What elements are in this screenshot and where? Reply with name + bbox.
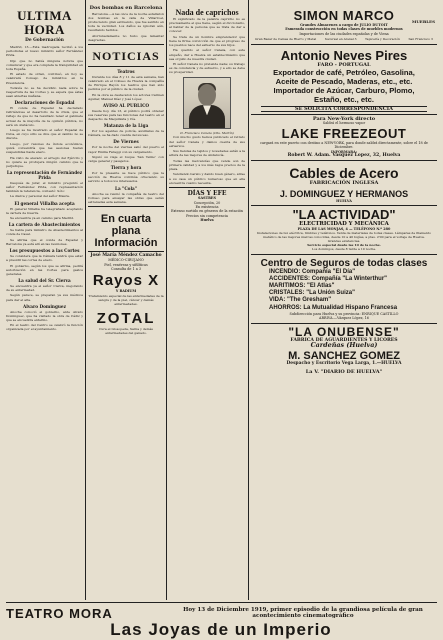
paragraph: El general Villalba ha telegrafiado aceptando la cartera de Guerra.	[6, 206, 83, 215]
seguros-list	[251, 269, 437, 312]
paragraph: Se trata de un hombre emprendedor que tiene la firme convicción de que el progreso de los pueblos nace del esfuerzo de sus hijos.	[169, 34, 245, 47]
seguro-company: "El Atlas"	[307, 282, 335, 289]
cables-subtitle: FABRICACIÓN INGLESA	[309, 180, 379, 187]
seguro-kind: AHORROS:	[269, 304, 302, 311]
section-heading: AVISO AL PUBLICO	[102, 103, 150, 108]
actividad-para: Los domingos, desde 8 tarde a 10 noche.	[311, 247, 377, 252]
simon-line: Grandes Almacenes a cargo de JULIO DUTOIT	[300, 23, 388, 27]
medico-title: MÉDICO-CIRUJANO	[108, 258, 144, 263]
section-heading: Teatros	[117, 69, 135, 75]
antonio-line: Importador de Azúcar, Carburo, Plomo,	[273, 85, 415, 95]
simon-marco-ad	[251, 9, 437, 42]
paragraph: Por los agentes de policía, auxiliares de la Cámara, se ha dado cuenta del suceso.	[88, 129, 164, 138]
ultima-hora-subtitle: De Gobernación	[25, 38, 64, 43]
noticias-title: NOTICIAS	[92, 49, 160, 64]
sastres-line: Precios sin competencia	[186, 213, 228, 218]
column-nada-de-caprichos	[169, 0, 245, 600]
section-heading: La cartera de Abastecimientos	[8, 222, 81, 228]
paragraph: En el teatro del Centro se celebró la función organizada por el ayuntamiento.	[6, 323, 83, 332]
divider	[88, 251, 164, 252]
dominguez-title: J. DOMINGUEZ Y HERMANOS	[279, 188, 409, 199]
section-body	[88, 145, 164, 163]
lake-line: cargará en este puerto con destino a NEW-YORK, para donde saldrá directamente, sobre el 18 de Diciembre.	[260, 140, 428, 150]
ultima-hora-body	[6, 45, 83, 98]
seguros-foot: ARRIVA.—Vázquez López, 16	[319, 316, 369, 321]
divider	[88, 66, 164, 67]
seguro-company: "La Unión Suiza"	[306, 290, 355, 297]
paragraph: Se encuentra ya en camino para Madrid.	[10, 216, 75, 221]
photo-caption: D. Francisco Canela (Clis. Martín)	[180, 131, 234, 136]
teatro-info: Hoy 13 de Diciembre 1919, primer episodio de la grandiosa película de gran acontecimiento cinematográfico	[183, 607, 423, 620]
section-heading: De Viernes	[113, 139, 139, 145]
section-heading: La "Cola"	[115, 185, 137, 191]
medico-hours: Consulta de 1 a 3	[110, 267, 142, 272]
sastres-address: Concepción, 20	[193, 200, 221, 205]
actividad-title: "LA ACTIVIDAD"	[292, 207, 396, 223]
seguro-row	[269, 297, 437, 304]
column-divider	[166, 0, 167, 600]
section-heading: Matanza de la Liga	[103, 123, 149, 129]
onubense-line: Cardeñas (Huelva)	[310, 341, 378, 349]
paragraph: Dijo que no había ninguna noticia que comunicar y que era completa la tranquilidad en toda España.	[6, 58, 83, 71]
paragraph: Anoche conoció el gobierno, ante Alvaro Dominguez, que ha visitado la obra de Cádiz y que se encuentra enfermo.	[6, 309, 83, 322]
section-heading: La salud del Sr. Cierva	[18, 277, 71, 283]
simon-line: Importaciones de las ciudades españolas y de Viena	[299, 31, 389, 36]
simon-branch: Tapicería y Decoración	[365, 37, 400, 42]
paragraph: Luego, por razones de índole económica, quizá convendría que las sesiones fueran suspendidas hasta enero.	[6, 141, 83, 155]
portrait-photo	[183, 77, 231, 129]
antonio-line: Aceite de Pescado, Maderas, etc., etc.	[275, 76, 413, 86]
rayos-x-ad-subtitle: Y RADIUM	[115, 289, 137, 294]
antonio-foot: SE SOLICITA CORRESPONDENCIA	[261, 106, 427, 112]
paragraph: Vendiendo barato y dando buen género, atrae a su casa un público numeroso que en ella encuentra cuanto necesita.	[169, 172, 245, 185]
sastres-name: DÍAS Y EFE	[187, 189, 227, 197]
medico-specialty: Piel, venéreas y sifilíticas	[104, 262, 148, 267]
bombas-body	[88, 12, 164, 42]
seguro-kind: ACCIDENTES:	[269, 275, 311, 282]
seguro-row	[269, 283, 437, 290]
section-body	[6, 228, 83, 246]
sastres-line: En existencia	[195, 204, 219, 209]
paragraph: El conde de Espadal ha declarado refiriéndose al desarrollo de la crisis, que el reflejo de que no ha resultado tener el gabinete actual de la mayoría de la opinión pública, no será un obstáculo.	[6, 106, 83, 127]
seguro-company: "The Gresham"	[287, 297, 332, 304]
paragraph: Se considera que la Cámara tendrá que estar a presidir las cortes de enero.	[6, 253, 83, 263]
divider	[251, 254, 437, 255]
paragraph: Afortunadamente no hubo que lamentar desgracias.	[88, 33, 164, 42]
seguro-kind: CRISTALES:	[269, 290, 305, 297]
nada-body-continued	[169, 135, 245, 184]
seguro-kind: VIDA:	[269, 297, 286, 304]
onubense-title: "LA ONUBENSE"	[288, 324, 400, 339]
actividad-line: PLAZA DE LAS MONJAS, 4 — TELÉFONO N.º 280	[297, 226, 391, 231]
simon-marco-title: SIMON MARCO	[293, 8, 395, 23]
seguro-company: La Mutualidad Hispano Francesa	[303, 304, 398, 311]
section-body	[6, 254, 83, 276]
medico-name: José María Méndez Camacho	[90, 252, 162, 258]
antonio-neves-subtitle: FARO - PORTUGAL	[317, 62, 371, 69]
paragraph: Por la noche del viernes salió del puerto el vapor Emilia Faraggi con su cargamento.	[88, 145, 164, 154]
onubense-line: FABRICA DE AGUARDIENTES Y LICORES	[290, 337, 398, 343]
nada-title: Nada de caprichos	[175, 8, 239, 17]
divider	[251, 114, 437, 115]
centro-seguros-title: Centro de Seguros de todas clases	[260, 257, 428, 269]
section-body	[88, 109, 164, 121]
paragraph: El gobierno, según los que se afirma, pedirá autorización en las Cortes para gastos generales.	[6, 263, 83, 276]
seguro-kind: MARITIMOS:	[269, 282, 306, 289]
section-body	[88, 192, 164, 204]
paragraph: La diarca y personal del señor Maura.	[10, 194, 70, 199]
new-york-line: Saldrá el hermoso vapor	[322, 121, 366, 126]
section-body	[88, 171, 164, 183]
section-body	[6, 284, 83, 302]
column-divider	[248, 0, 249, 600]
sastres-title: SASTRES	[198, 196, 216, 201]
seguros-foot: Subdirección para Huelva y su provincia: ENRIQUE CASTILLO	[289, 311, 399, 316]
section-heading: Alvaro Dominguez	[23, 303, 66, 309]
simon-branch: Sucursal en Arenal 3	[324, 37, 357, 42]
seguro-row	[269, 269, 437, 276]
seguro-row	[269, 305, 437, 312]
section-body	[6, 207, 83, 221]
divider	[251, 160, 437, 161]
paragraph: Ha visto de elevado el arreglo del Ejército y no quiere se produjera ningún cambio que le perjudique.	[6, 155, 83, 168]
antonio-line: Exportador de café, Petróleo, Gasolina,	[273, 67, 415, 77]
lake-line: INFORMARA:	[331, 149, 357, 154]
sastres-ad	[169, 189, 245, 223]
section-heading: El general Villalba acepta	[14, 200, 75, 206]
nada-body	[169, 17, 245, 74]
seguro-kind: INCENDIO:	[269, 268, 301, 275]
rayos-x-ad-text: Tratamiento especial de las enfermedades de la sangre y de la piel, cáncer y demás enfermedades.	[88, 293, 164, 307]
cables-title: Cables de Acero	[289, 165, 399, 182]
informacion-notice: Información	[94, 236, 158, 249]
paragraph: El significado de la palabra capricho no es precisamente el que tiene, según el diccionario, al hablar de la persona que se trata de dar a conocer.	[169, 17, 245, 34]
section-body	[88, 75, 164, 101]
simon-line: Esmerada construcción en todas clases de muebles modernos	[285, 27, 403, 32]
divider	[88, 206, 164, 207]
cuarta-plana-notice: En cuarta plana	[100, 212, 152, 237]
dominguez-city: HUELVA	[336, 198, 352, 203]
paragraph: Todas las mercancías que vende son de primera calidad y a los más bajos precios de la plaza.	[169, 158, 245, 171]
sastres-line: Extenso surtido en géneros de la estación	[171, 209, 243, 214]
antonio-line: Estaño, etc., etc.	[314, 94, 374, 104]
paragraph: Madrid, 13.—Esta madrugada recibió a los periodistas el nuevo ministro señor Fernández Prida.	[6, 45, 83, 58]
section-heading: Tierra y hora	[110, 165, 142, 171]
footer-divider	[6, 602, 437, 603]
actividad-line: ELECTRICIDAD Y MECÁNICA	[299, 221, 389, 228]
paragraph: Según parece, se preparan ya sus médicos para dar el alta.	[6, 293, 83, 302]
divider	[251, 205, 437, 206]
antonio-neves-body	[251, 68, 437, 104]
zotal-ad-title: ZOTAL	[96, 310, 156, 328]
film-title: Las Joyas de un Imperio	[110, 620, 332, 639]
actividad-para: Servicio especial desde las 10 de la noche.	[307, 243, 381, 248]
paragraph: Siguió su viaje el buque 'San Telmo' con carga general y pasajeros.	[88, 155, 164, 164]
paragraph: Anoche se reunió la compañía de teatro del Coliseo para ensayar las obras que serán estrenadas esta semana.	[88, 191, 164, 204]
section-body	[6, 310, 83, 332]
paragraph: Durante los días 8 y 11 de esta semana, han celebrado en el Coliseo de Huelva la compañía de Enrique Bayón los teatros que han sido pedidos por el público de la ciudad.	[88, 75, 164, 92]
rayos-x-ad-title: Rayos X	[92, 272, 160, 290]
new-york-heading: Para New-York directo	[312, 116, 376, 123]
column-advertisements	[251, 0, 437, 604]
paragraph: Desde hoy, día 13, el público podrá obtener sus reservas para las funciones del teatro en el despacho de Maquinista y Cía.	[88, 109, 164, 122]
paragraph: Se encuentra ya el señor Cierva, mejorando de su enfermedad.	[6, 283, 83, 292]
section-heading: Los presupuestos a las Cortes	[9, 247, 80, 253]
paragraph: Ha querido el señor Canela, con este empeño, dar a Huelva un establecimiento que sea orgullo de nuestra ciudad.	[169, 48, 245, 61]
zotal-ad-text: Cura el Glosopeda, Sarna y demás enfermedades del ganado.	[98, 327, 154, 336]
teatro-mora-banner	[6, 606, 436, 638]
seguro-row	[269, 276, 437, 283]
diario-line: La V. "DIARIO DE HUELVA"	[305, 368, 383, 375]
paragraph: Por la presente se hace público que la sección de Huelva continúa ofreciendo su servicio a todos los interesados.	[88, 171, 164, 184]
column-divider	[85, 0, 86, 600]
ultima-hora-title: ULTIMA HORA	[17, 8, 72, 37]
paragraph: El estado de orden, continuó, en hoy se celebrará Consejo de ministros en la Presidencia.	[6, 72, 83, 85]
seguro-company: Compañía "El Día"	[302, 268, 356, 275]
simon-branches	[251, 36, 437, 42]
antonio-neves-title: Antonio Neves Pires	[280, 48, 408, 64]
simon-branch: San Francisco 3	[408, 37, 433, 42]
divider	[251, 44, 437, 45]
section-body	[6, 181, 83, 199]
paragraph: Barcelona.—A las once de la noche estallaron dos bombas en la calle de Villarroel, produciendo gran estruendo, que fue sentido en toda la vecindad. Los daños se ignoran aún, resultando heridos.	[88, 12, 164, 33]
divider	[169, 187, 245, 188]
sanchez-subtitle: Despacho y Escritorio Vega Larga, 1.—HUELVA	[286, 361, 402, 367]
paragraph: Se habla para ministro de Abastecimientos al conde de Casal.	[6, 228, 83, 237]
seguro-row	[269, 290, 437, 297]
bombas-heading: Dos bombas en Barcelona	[89, 5, 163, 11]
paragraph: Sus tiendas de tejidos y novedades están a la altura de las mejores de Andalucía.	[169, 149, 245, 158]
section-body	[6, 106, 83, 167]
actividad-para: Instalaciones de luz eléctrica, timbres y teléfonos. Venta de materiales de todas clases. Lámparas de filamento metálico de las mejores marcas conocidas, desde 10 a 40 bujías, a ptas. 2'00 para el voltaje de Huelva. Grandes existencias.	[257, 231, 431, 244]
divider	[251, 323, 437, 324]
paragraph: Después de jurar, el ministro preguntó el señor Fernández Prida, con representación también la referencia, contestó: Sólo:	[6, 180, 83, 193]
portrait-head	[198, 84, 216, 106]
column-ultima-hora	[6, 0, 83, 600]
seguro-company: Compañía "La Winterthur"	[311, 275, 387, 282]
section-heading: Declaraciones de Espadal	[14, 100, 75, 106]
section-body	[88, 129, 164, 137]
lake-line: Robert W. Adam. Vasquez Lopez, 32, Huelva	[287, 153, 401, 159]
sastres-city: Huelva	[200, 218, 214, 223]
paragraph: En la obra se destacaron los actores Carmen Aguilar, Manuel Díaz y José López.	[88, 92, 164, 101]
simon-marco-tag: MUEBLES	[411, 19, 435, 24]
paragraph: Con mucho gusto hemos publicado el retrato del señor Canela y damos cuenta de sus esfuerzos.	[169, 135, 245, 148]
medico-ad	[88, 254, 164, 272]
teatro-name: TEATRO MORA	[6, 606, 113, 621]
paragraph: El señor Canela no pretende nada; su trabajo es de constancia y de esfuerzo, y a ello se debe su prosperidad.	[169, 62, 245, 75]
simon-branch: Gran Bazar de Camas de Hierro y Metal	[255, 37, 317, 42]
paragraph: Se afirma que el conde de Espadal y Barcelona ya está allí en las reuniones.	[6, 237, 83, 246]
section-heading: La representación de Fernández Prida	[6, 169, 83, 180]
paragraph: Luego se ha mostrado el señor Espadal de Cuba, en cuyo sitio se dice que el cambio no se discute.	[6, 128, 83, 141]
paragraph: Todavía no se ha decidido nada sobre la reapertura de las Cortes y, se espera que éstas sean abiertas mañana.	[6, 86, 83, 99]
lake-freezeout-title: LAKE FREEZEOUT	[281, 125, 407, 141]
column-noticias	[88, 0, 164, 600]
divider	[88, 44, 164, 45]
sanchez-title: M. SANCHEZ GOMEZ	[288, 350, 400, 363]
actividad-body	[251, 231, 437, 251]
